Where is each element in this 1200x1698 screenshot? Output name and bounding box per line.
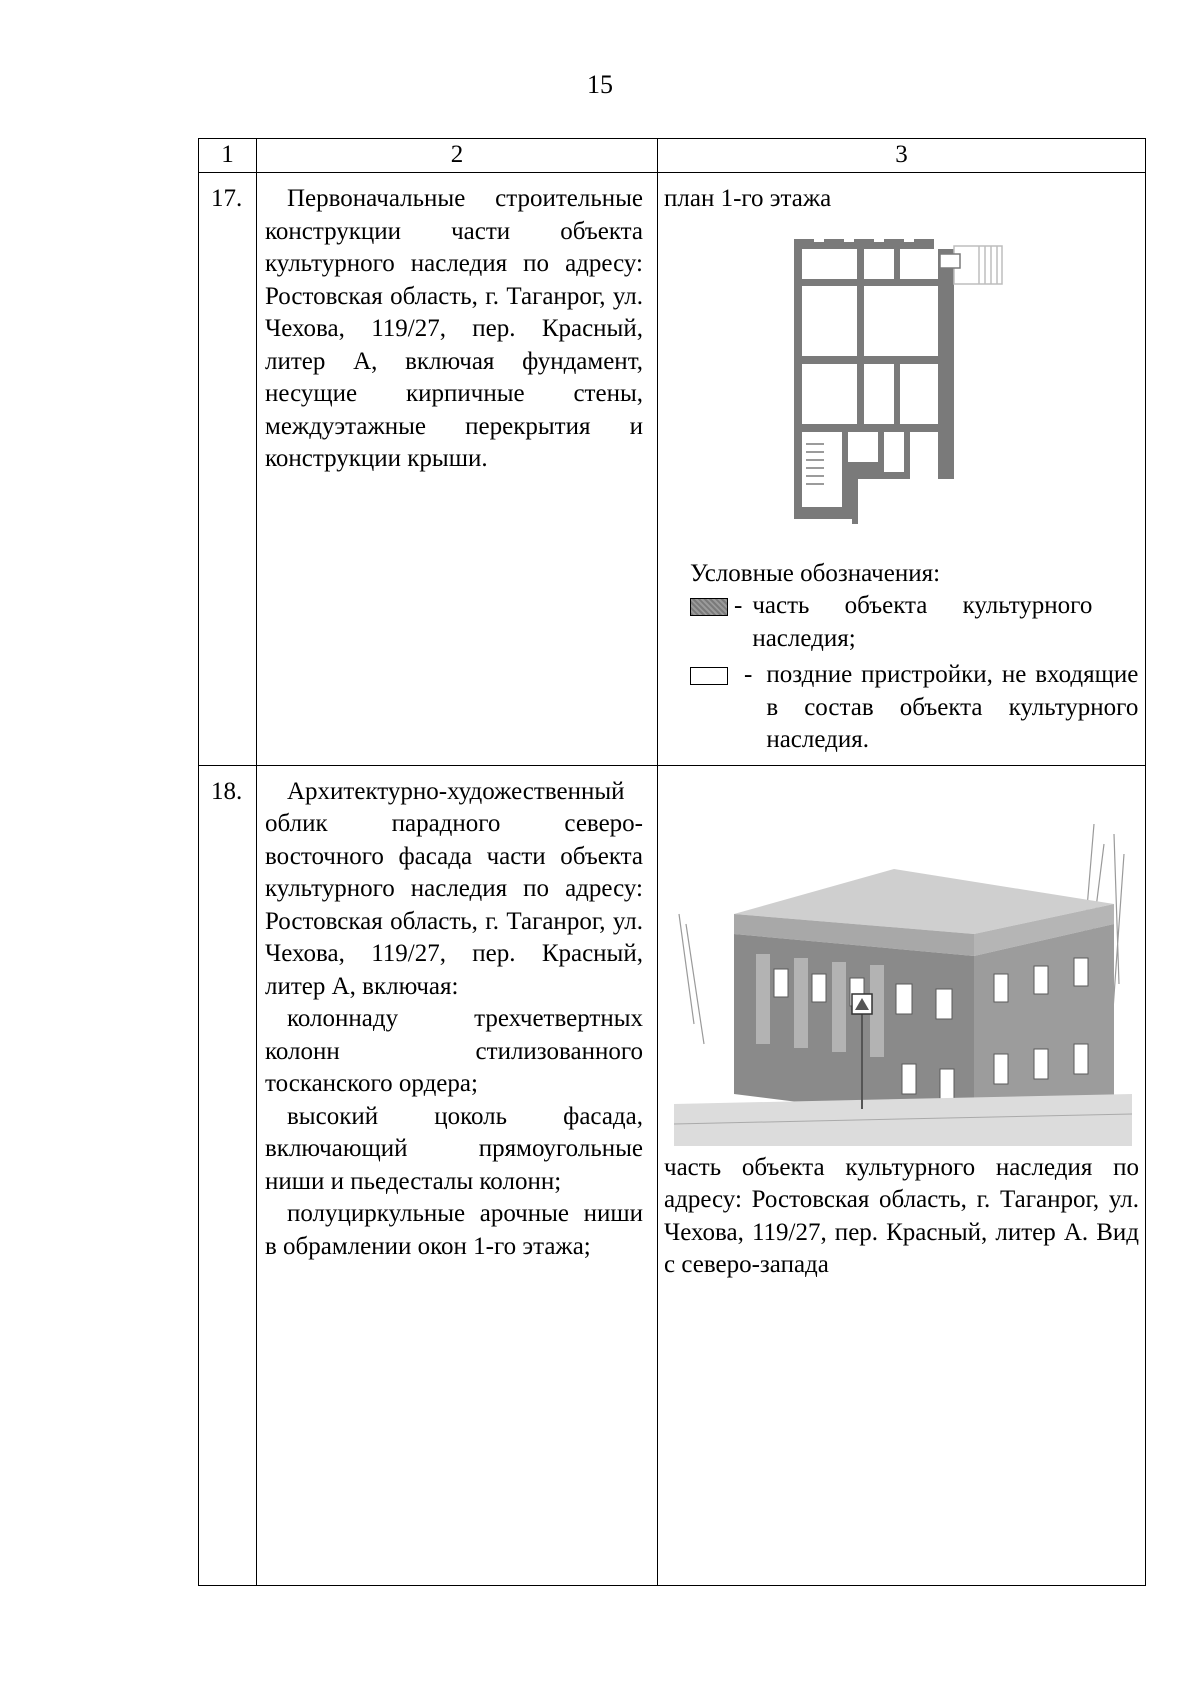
legend xyxy=(690,558,1139,757)
row-description xyxy=(257,173,658,766)
description-intro: Архитектурно-художественный облик парадного северо-восточного фасада части объекта культурного наследия по адресу: Ростовская область, г. Таганрог, ул. Чехова, 119/27, пер. Красный, литер А, включая: xyxy=(265,777,643,1000)
legend-dash: - xyxy=(734,592,743,619)
filled-swatch-icon xyxy=(690,598,728,616)
header-col-2: 2 xyxy=(257,139,658,173)
description-item: колоннаду трехчетвертных колонн стилизованного тосканского ордера; xyxy=(265,1005,643,1097)
legend-item-additions xyxy=(690,659,1139,757)
floor-plan-image xyxy=(784,224,1014,534)
table-row xyxy=(199,765,1146,1585)
row-number: 18. xyxy=(199,765,257,1585)
row-number: 17. xyxy=(199,173,257,766)
row-image-cell xyxy=(658,765,1146,1585)
legend-text-heritage: часть объекта культурного наследия; xyxy=(752,592,1093,652)
table-row xyxy=(199,173,1146,766)
building-photo-icon xyxy=(674,824,1132,1146)
plan-label: план 1-го этажа xyxy=(664,185,832,212)
table-header-row xyxy=(199,139,1146,173)
header-col-1: 1 xyxy=(199,139,257,173)
row-image-cell xyxy=(658,173,1146,766)
description-text: Первоначальные строительные конструкции части объекта культурного наследия по адресу: Ростовская область, г. Таганрог, ул. Чехова, 119/27, пер. Красный, литер А, включая фундамент, несущие кирпичные стены, междуэтажные перекрытия и конструкции крыши. xyxy=(265,185,643,472)
empty-swatch-icon xyxy=(690,667,728,685)
row-description xyxy=(257,765,658,1585)
floor-plan-icon xyxy=(784,224,1014,534)
description-item: полуциркульные арочные ниши в обрамлении окон 1-го этажа; xyxy=(265,1200,643,1260)
legend-title: Условные обозначения: xyxy=(690,559,941,587)
legend-text-additions: поздние пристройки, не входящие в состав объекта культурного наследия. xyxy=(766,661,1139,753)
legend-item-heritage xyxy=(690,590,1139,655)
description-item: высокий цоколь фасада, включающий прямоугольные ниши и пьедесталы колонн; xyxy=(265,1102,643,1195)
objects-table xyxy=(198,138,1146,1586)
legend-dash: - xyxy=(744,661,753,688)
header-col-3: 3 xyxy=(658,139,1146,173)
photo-caption: часть объекта культурного наследия по адресу: Ростовская область, г. Таганрог, ул. Чехова, 119/27, пер. Красный, литер А. Вид с северо-запада xyxy=(664,1153,1139,1278)
page-number: 15 xyxy=(587,70,613,99)
building-photo xyxy=(674,824,1132,1146)
